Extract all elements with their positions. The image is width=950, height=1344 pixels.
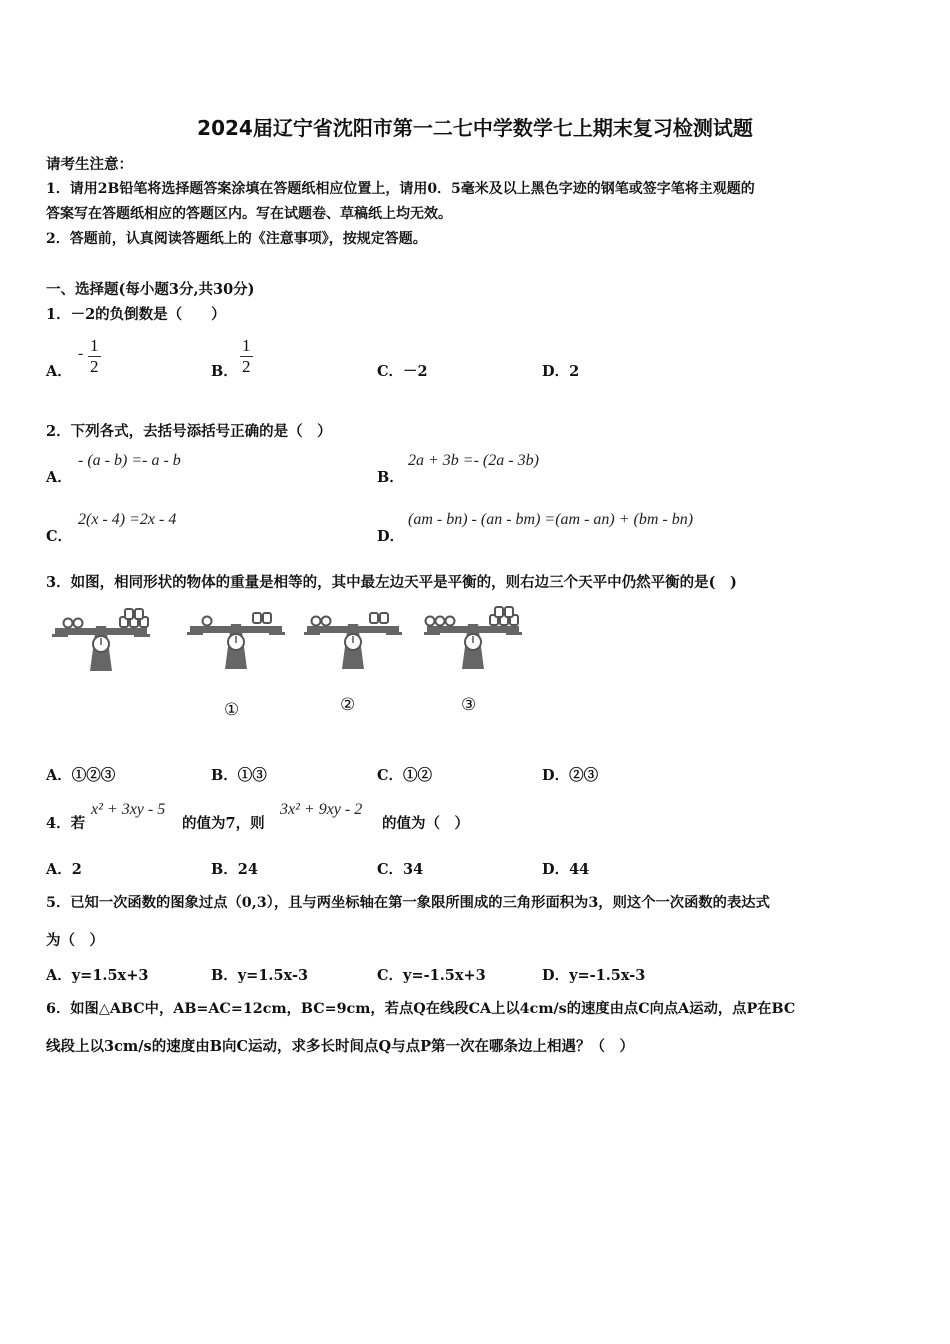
- q4-option-d[interactable]: D．44: [542, 861, 590, 878]
- q1-a-denominator: 2: [90, 357, 99, 376]
- page-title: 2024届辽宁省沈阳市第一二七中学数学七上期末复习检测试题: [197, 116, 753, 140]
- q1-a-fraction: [88, 336, 101, 377]
- q3-stem: 3．如图，相同形状的物体的重量是相等的，其中最左边天平是平衡的，则右边三个天平中仍然平衡的是( ): [46, 574, 737, 591]
- q5-option-a[interactable]: A．y=1.5x+3: [46, 967, 149, 984]
- balance-2: [304, 613, 402, 669]
- q1-b-numerator: 1: [242, 336, 251, 355]
- q3-option-c[interactable]: C．①②: [377, 767, 433, 784]
- q1-option-a[interactable]: [46, 360, 72, 381]
- q3-option-d[interactable]: D．②③: [542, 767, 599, 784]
- q1-a-label: A．: [46, 363, 72, 380]
- q4-expression-2: 3x² + 9xy - 2: [280, 801, 363, 818]
- q2-stem: 2．下列各式，去括号添括号正确的是（ ）: [46, 423, 332, 440]
- q2-d-expression: (am - bn) - (an - bm) =(am - an) + (bm - bn): [408, 511, 694, 528]
- balance-3: [424, 607, 522, 669]
- q3-figure-label-1: ①: [224, 700, 240, 720]
- section-heading: 一、选择题(每小题3分,共30分): [46, 281, 255, 298]
- q5-stem-line-2: 为（ ）: [46, 932, 104, 949]
- q4-option-a[interactable]: A．2: [46, 861, 82, 878]
- q2-option-c[interactable]: C．: [46, 528, 73, 545]
- q1-option-c[interactable]: C．－2: [377, 363, 428, 380]
- q1-b-fraction: [240, 336, 253, 377]
- notice-heading: 请考生注意：: [46, 156, 133, 173]
- balance-1: [187, 613, 285, 669]
- q2-b-expression: 2a + 3b =- (2a - 3b): [408, 452, 539, 469]
- balance-reference: [52, 609, 150, 671]
- q3-option-a[interactable]: A．①②③: [46, 767, 116, 784]
- q2-option-b[interactable]: B．: [377, 469, 404, 486]
- q3-option-b[interactable]: B．①③: [211, 767, 267, 784]
- q4-prefix: 4．若: [46, 815, 86, 832]
- q2-option-a[interactable]: A．: [46, 469, 72, 486]
- q5-option-c[interactable]: C．y=-1.5x+3: [377, 967, 486, 984]
- notice-line-1b: 答案写在答题纸相应的答题区内。写在试题卷、草稿纸上均无效。: [46, 206, 452, 222]
- notice-line-1: 1．请用2B铅笔将选择题答案涂填在答题纸相应位置上，请用0．5毫米及以上黑色字迹的钢笔或签字笔将主观题的: [46, 181, 755, 197]
- q5-stem-line-1: 5．已知一次函数的图象过点（0,3），且与两坐标轴在第一象限所围成的三角形面积为3，则这个一次函数的表达式: [46, 895, 770, 911]
- q6-stem-line-1: 6．如图△ABC中，AB=AC=12cm，BC=9cm，若点Q在线段CA上以4cm/s的速度由点C向点A运动，点P在BC: [46, 1001, 796, 1017]
- q4-middle-text: 的值为7，则: [182, 815, 265, 832]
- q2-option-d[interactable]: D．: [377, 528, 405, 545]
- q1-b-denominator: 2: [242, 357, 251, 376]
- q6-stem-line-2: 线段上以3cm/s的速度由B向C运动，求多长时间点Q与点P第一次在哪条边上相遇？（ ）: [46, 1038, 635, 1055]
- q3-balance-figure: [50, 604, 530, 729]
- q1-a-sign: -: [78, 345, 84, 362]
- q4-option-c[interactable]: C．34: [377, 861, 424, 878]
- q1-a-numerator: 1: [90, 336, 99, 355]
- q4-suffix: 的值为（ ）: [382, 815, 469, 832]
- q5-option-d[interactable]: D．y=-1.5x-3: [542, 967, 646, 984]
- q3-figure-label-2: ②: [340, 695, 356, 715]
- q3-figure-label-3: ③: [461, 695, 477, 715]
- q1-b-label: B．: [211, 363, 238, 380]
- notice-line-2: 2．答题前，认真阅读答题纸上的《注意事项》，按规定答题。: [46, 231, 427, 247]
- q5-option-b[interactable]: B．y=1.5x-3: [211, 967, 309, 984]
- q1-stem: 1．－2的负倒数是（ ）: [46, 306, 226, 323]
- q4-expression-1: x² + 3xy - 5: [91, 801, 166, 818]
- q1-option-b[interactable]: [211, 360, 238, 381]
- q2-c-expression: 2(x - 4) =2x - 4: [78, 511, 177, 528]
- q4-option-b[interactable]: B．24: [211, 861, 258, 878]
- q1-option-d[interactable]: D．2: [542, 363, 580, 380]
- q2-a-expression: - (a - b) =- a - b: [78, 452, 181, 469]
